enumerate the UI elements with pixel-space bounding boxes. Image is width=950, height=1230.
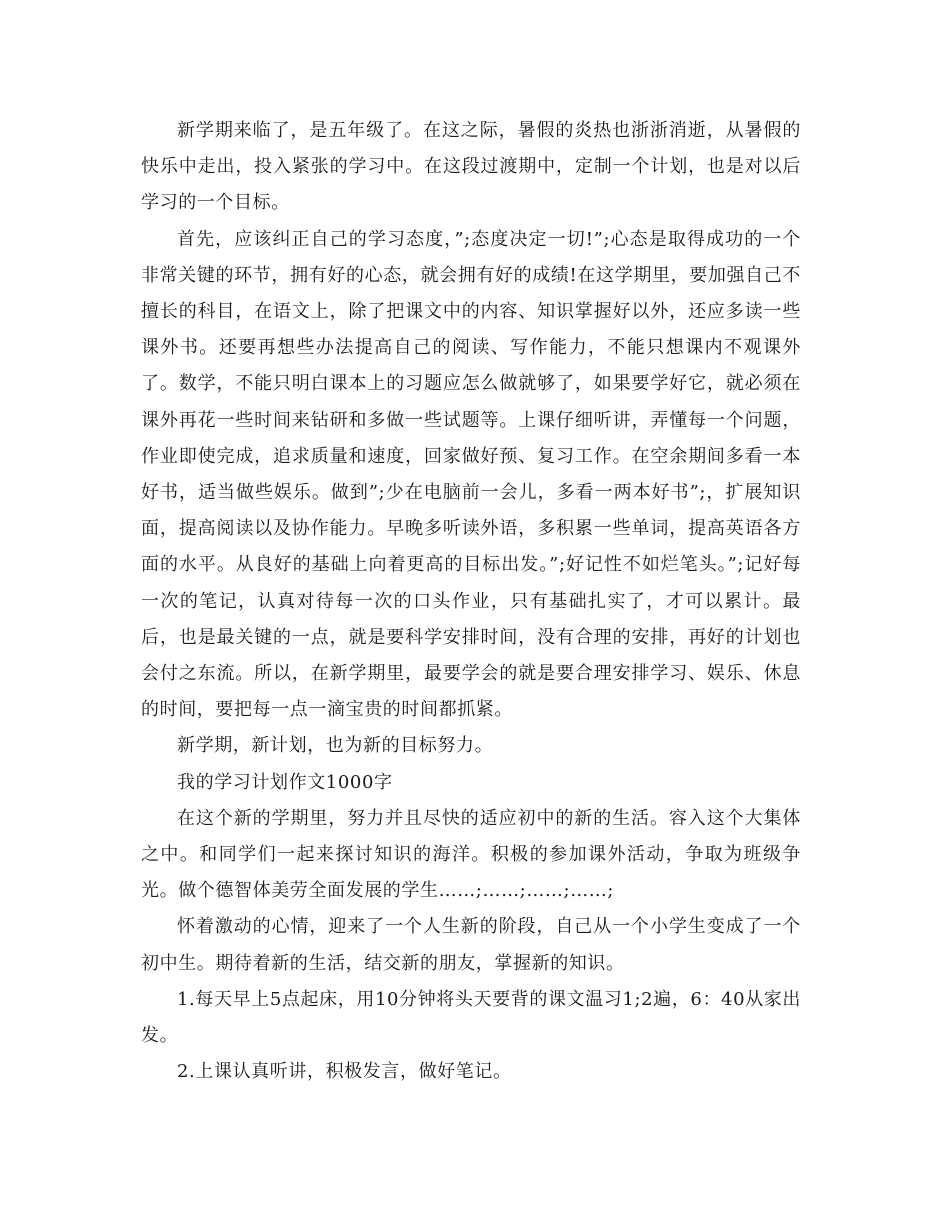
document-body xyxy=(141,113,801,1090)
list-item-1: 1.每天早上5点起床，用10分钟将头天要背的课文温习1;2遍，6：40从家出发。 xyxy=(141,988,801,1047)
paragraph-study-attitude: 首先，应该纠正自己的学习态度，”;态度决定一切!”;心态是取得成功的一个非常关键的环节，拥有好的心态，就会拥有好的成绩!在这学期里，要加强自己不擅长的科目，在语文上，除了把课文中的内容、知识掌握好以外，还应多读一些课外书。还要再想些办法提高自己的阅读、写作能力，不能只想课内不观课外了。数学，不能只明白课本上的习题应怎么做就够了，如果要学好它，就必须在课外再花一些时间来钻研和多做一些试题等。上课仔细听讲，弄懂每一个问题，作业即使完成，追求质量和速度，回家做好预、复习工作。在空余期间多看一本好书，适当做些娱乐。做到”;少在电脑前一会儿，多看一两本好书”;，扩展知识面，提高阅读以及协作能力。早晚多听读外语，多积累一些单词，提高英语各方面的水平。从良好的基础上向着更高的目标出发。”;好记性不如烂笔头。”;记好每一次的笔记，认真对待每一次的口头作业，只有基础扎实了，才可以累计。最后，也是最关键的一点，就是要科学安排时间，没有合理的安排，再好的计划也会付之东流。所以，在新学期里，最要学会的就是要合理安排学习、娱乐、休息的时间，要把每一点一滴宝贵的时间都抓紧。 xyxy=(141,228,801,721)
essay-title: 我的学习计划作文1000字 xyxy=(177,771,393,793)
paragraph-new-goal: 新学期，新计划，也为新的目标努力。 xyxy=(177,735,494,757)
list-item-2: 2.上课认真听讲，积极发言，做好笔记。 xyxy=(177,1061,512,1083)
paragraph-middle-school: 怀着激动的心情，迎来了一个人生新的阶段，自己从一个小学生变成了一个初中生。期待着新的生活，结交新的朋友，掌握新的知识。 xyxy=(141,916,801,974)
paragraph-new-semester: 在这个新的学期里，努力并且尽快的适应初中的新的生活。容入这个大集体之中。和同学们一起来探讨知识的海洋。积极的参加课外活动，争取为班级争光。做个德智体美劳全面发展的学生……;……;……;……; xyxy=(141,807,801,902)
paragraph-intro: 新学期来临了，是五年级了。在这之际，暑假的炎热也浙浙消逝，从暑假的快乐中走出，投入紧张的学习中。在这段过渡期中，定制一个计划，也是对以后学习的一个目标。 xyxy=(141,120,801,214)
